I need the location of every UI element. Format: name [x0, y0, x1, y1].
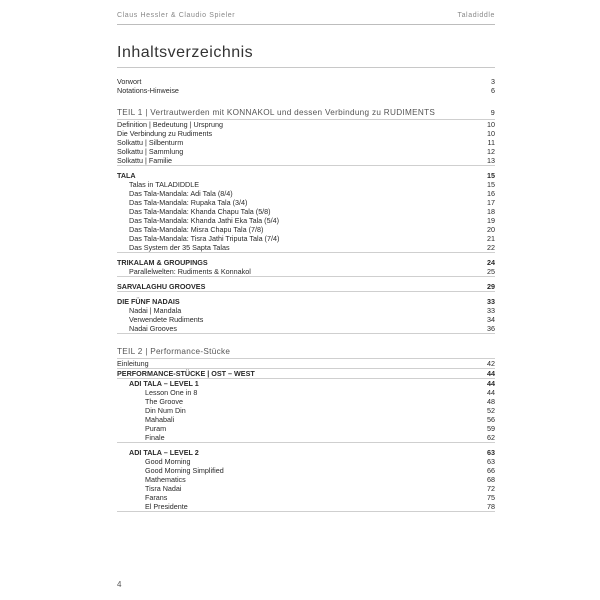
toc-entry-page: 10 — [487, 120, 495, 129]
table-of-contents — [117, 72, 495, 512]
toc-entry-trikalam — [117, 267, 495, 277]
toc-entry-page: 68 — [487, 475, 495, 484]
toc-entry-page: 78 — [487, 502, 495, 511]
toc-entry-page: 66 — [487, 466, 495, 475]
toc-entry-title: Definition | Bedeutung | Ursprung — [117, 120, 224, 129]
toc-entry-title: Din Num Din — [145, 406, 186, 415]
toc-entry-title: Good Morning Simplified — [145, 466, 224, 475]
toc-group-trikalam — [117, 258, 495, 267]
toc-entry-title: Lesson One in 8 — [145, 388, 198, 397]
toc-entry-nadais — [117, 324, 495, 334]
toc-group-tala — [117, 171, 495, 180]
toc-entry-level-1 — [117, 415, 495, 424]
toc-entry-tala — [117, 234, 495, 243]
toc-entry-page: 17 — [487, 198, 495, 207]
toc-entry-level-1 — [117, 406, 495, 415]
toc-entry-front — [117, 77, 495, 86]
toc-entry-page: 44 — [487, 388, 495, 397]
toc-entry-page: 22 — [487, 243, 495, 252]
toc-entry-title: Das Tala-Mandala: Rupaka Tala (3/4) — [129, 198, 248, 207]
toc-entry-page: 44 — [487, 379, 495, 388]
toc-entry-page: 48 — [487, 397, 495, 406]
toc-group-level-2 — [117, 448, 495, 457]
toc-entry-title: Das System der 35 Sapta Talas — [129, 243, 230, 252]
toc-entry-page: 44 — [487, 369, 495, 378]
toc-entry-intro — [117, 147, 495, 156]
toc-entry-page: 63 — [487, 457, 495, 466]
toc-entry-title: Vorwort — [117, 77, 142, 86]
header-authors: Claus Hessler & Claudio Spieler — [117, 12, 236, 19]
toc-entry-page: 63 — [487, 448, 495, 457]
toc-entry-level-2 — [117, 484, 495, 493]
toc-entry-title: Das Tala-Mandala: Tisra Jathi Triputa Tala (7/4) — [129, 234, 280, 243]
toc-entry-level-1 — [117, 424, 495, 433]
toc-entry-page: 72 — [487, 484, 495, 493]
toc-entry-page: 29 — [487, 282, 495, 291]
toc-entry-page: 16 — [487, 189, 495, 198]
header-rule — [117, 24, 495, 25]
toc-entry-page: 19 — [487, 216, 495, 225]
section-heading-text: TEIL 2 | Performance-Stücke — [117, 347, 231, 356]
toc-entry-title: ADI TALA – LEVEL 1 — [129, 379, 199, 388]
toc-entry-title: El Presidente — [145, 502, 188, 511]
toc-entry-tala — [117, 198, 495, 207]
toc-entry-page: 10 — [487, 129, 495, 138]
toc-entry-page: 33 — [487, 297, 495, 306]
toc-entry-page: 33 — [487, 306, 495, 315]
toc-entry-tala — [117, 207, 495, 216]
toc-entry-title: Nadai Grooves — [129, 324, 177, 333]
toc-entry-page: 21 — [487, 234, 495, 243]
toc-entry-title: Mahabali — [145, 415, 175, 424]
toc-group-sarvalaghu — [117, 282, 495, 292]
toc-entry-title: Good Morning — [145, 457, 191, 466]
toc-entry-page: 20 — [487, 225, 495, 234]
toc-entry-level-2 — [117, 466, 495, 475]
toc-entry-page: 34 — [487, 315, 495, 324]
toc-entry-page: 75 — [487, 493, 495, 502]
toc-entry-title: Mathematics — [145, 475, 186, 484]
section-heading-teil-1 — [117, 106, 495, 120]
toc-entry-level-2 — [117, 457, 495, 466]
toc-entry-title: PERFORMANCE-STÜCKE | OST – WEST — [117, 369, 255, 378]
toc-entry-title: Notations-Hinweise — [117, 86, 179, 95]
toc-entry-tala — [117, 180, 495, 189]
toc-entry-page: 56 — [487, 415, 495, 424]
toc-entry-tala — [117, 225, 495, 234]
toc-entry-title: DIE FÜNF NADAIS — [117, 297, 180, 306]
toc-entry-title: Das Tala-Mandala: Misra Chapu Tala (7/8) — [129, 225, 264, 234]
toc-entry-page: 15 — [487, 171, 495, 180]
toc-entry-title: Verwendete Rudiments — [129, 315, 204, 324]
spacer — [117, 334, 495, 345]
toc-entry-tala — [117, 189, 495, 198]
toc-entry-title: ADI TALA – LEVEL 2 — [129, 448, 199, 457]
toc-entry-title: Einleitung — [117, 359, 149, 368]
toc-entry-title: Puram — [145, 424, 167, 433]
toc-entry-page: 42 — [487, 359, 495, 368]
toc-entry-level-1 — [117, 433, 495, 443]
toc-entry-title: Solkattu | Sammlung — [117, 147, 184, 156]
toc-entry-page: 6 — [491, 86, 495, 95]
toc-entry-title: Nadai | Mandala — [129, 306, 182, 315]
toc-entry-title: Das Tala-Mandala: Adi Tala (8/4) — [129, 189, 233, 198]
toc-entry-intro — [117, 156, 495, 166]
toc-entry-nadais — [117, 315, 495, 324]
toc-entry-level-2 — [117, 493, 495, 502]
toc-entry-page: 52 — [487, 406, 495, 415]
toc-entry-page: 62 — [487, 433, 495, 442]
toc-entry-level-2 — [117, 475, 495, 484]
spacer — [117, 95, 495, 106]
toc-entry-intro — [117, 129, 495, 138]
toc-entry-title: Das Tala-Mandala: Khanda Chapu Tala (5/8) — [129, 207, 271, 216]
section-heading-page: 9 — [490, 108, 495, 117]
page-number: 4 — [117, 580, 122, 589]
section-heading-text: TEIL 1 | Vertrautwerden mit KONNAKOL und dessen Verbindung zu RUDIMENTS — [117, 108, 436, 117]
toc-entry-page: 59 — [487, 424, 495, 433]
toc-entry-title: Das Tala-Mandala: Khanda Jathi Eka Tala (5/4) — [129, 216, 279, 225]
toc-entry-intro — [117, 138, 495, 147]
toc-entry-page: 18 — [487, 207, 495, 216]
toc-entry-title: Die Verbindung zu Rudiments — [117, 129, 213, 138]
toc-entry-page: 24 — [487, 258, 495, 267]
toc-entry-title: Finale — [145, 433, 165, 442]
toc-entry-level-1 — [117, 397, 495, 406]
toc-entry-tala — [117, 216, 495, 225]
toc-entry-title: SARVALAGHU GROOVES — [117, 282, 206, 291]
toc-entry-title: Farans — [145, 493, 168, 502]
toc-entry-title: Parallelwelten: Rudiments & Konnakol — [129, 267, 251, 276]
title-rule — [117, 67, 495, 68]
toc-entry-page: 36 — [487, 324, 495, 333]
toc-entry-front — [117, 86, 495, 95]
header-book-title: Taladiddle — [457, 12, 495, 19]
toc-entry-intro — [117, 120, 495, 129]
toc-entry-title: Solkattu | Silbenturm — [117, 138, 184, 147]
toc-entry-level-1 — [117, 388, 495, 397]
toc-entry-page: 15 — [487, 180, 495, 189]
section-heading-teil-2 — [117, 345, 495, 359]
toc-entry-title: TRIKALAM & GROUPINGS — [117, 258, 208, 267]
toc-entry-page: 3 — [491, 77, 495, 86]
toc-entry-title: Tisra Nadai — [145, 484, 182, 493]
toc-entry-title: TALA — [117, 171, 136, 180]
toc-entry-einleitung — [117, 359, 495, 369]
toc-group-performance — [117, 369, 495, 379]
toc-entry-nadais — [117, 306, 495, 315]
toc-entry-tala — [117, 243, 495, 253]
page-title: Inhaltsverzeichnis — [117, 44, 254, 61]
toc-entry-page: 13 — [487, 156, 495, 165]
toc-entry-title: The Groove — [145, 397, 183, 406]
toc-entry-title: Solkattu | Familie — [117, 156, 172, 165]
toc-group-nadais — [117, 297, 495, 306]
toc-entry-page: 11 — [487, 138, 495, 147]
toc-entry-title: Talas in TALADIDDLE — [129, 180, 200, 189]
toc-entry-page: 25 — [487, 267, 495, 276]
toc-entry-page: 12 — [487, 147, 495, 156]
toc-entry-level-2 — [117, 502, 495, 512]
toc-group-level-1 — [117, 379, 495, 388]
